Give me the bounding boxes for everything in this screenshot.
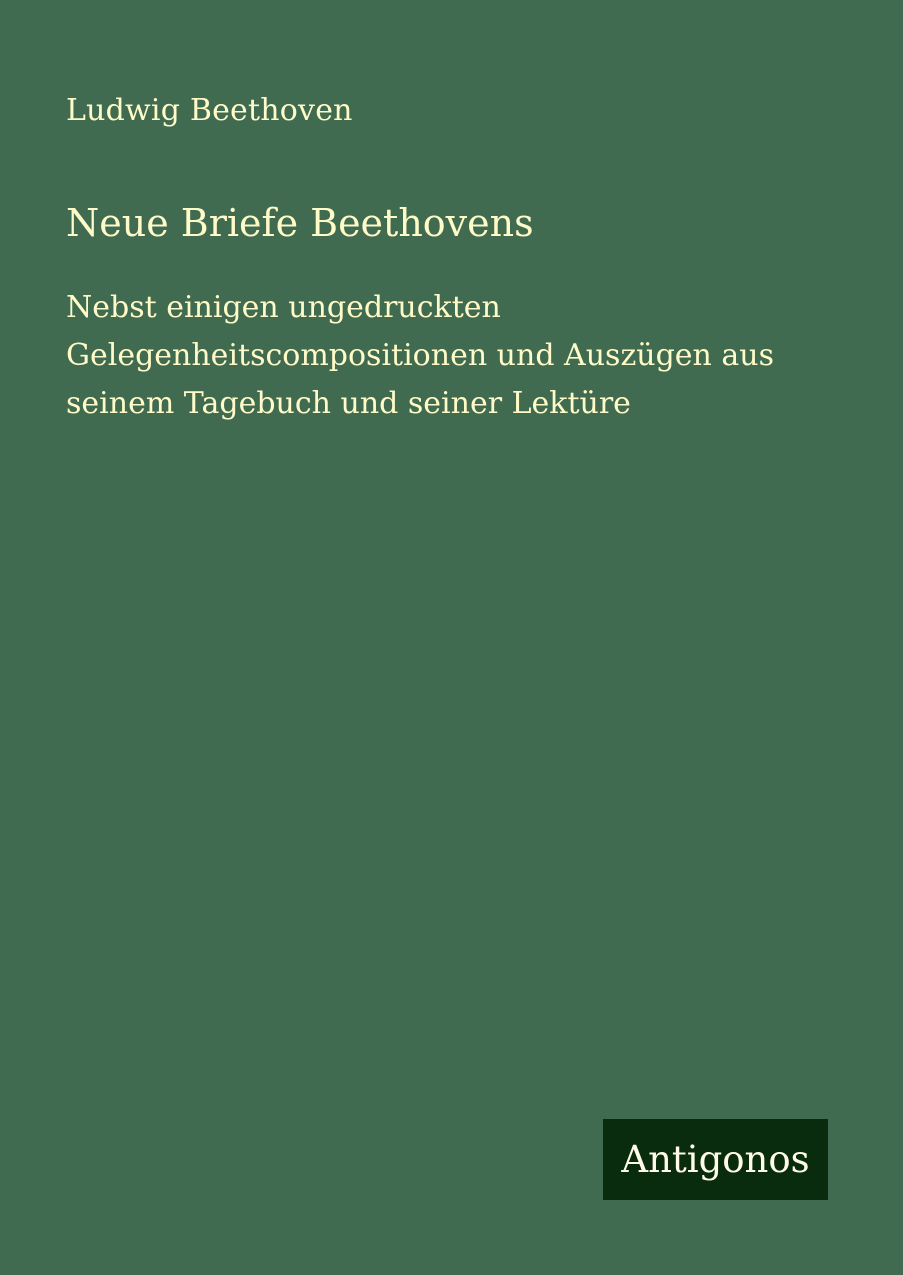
subtitle-line: Gelegenheitscompositionen und Auszügen aus xyxy=(66,338,774,373)
author-name: Ludwig Beethoven xyxy=(66,93,353,128)
book-subtitle xyxy=(66,284,866,428)
book-title: Neue Briefe Beethovens xyxy=(66,201,534,245)
publisher-name: Antigonos xyxy=(621,1138,810,1181)
publisher-logo xyxy=(603,1119,828,1200)
subtitle-line: Nebst einigen ungedruckten xyxy=(66,290,501,325)
subtitle-line: seinem Tagebuch und seiner Lektüre xyxy=(66,386,631,421)
